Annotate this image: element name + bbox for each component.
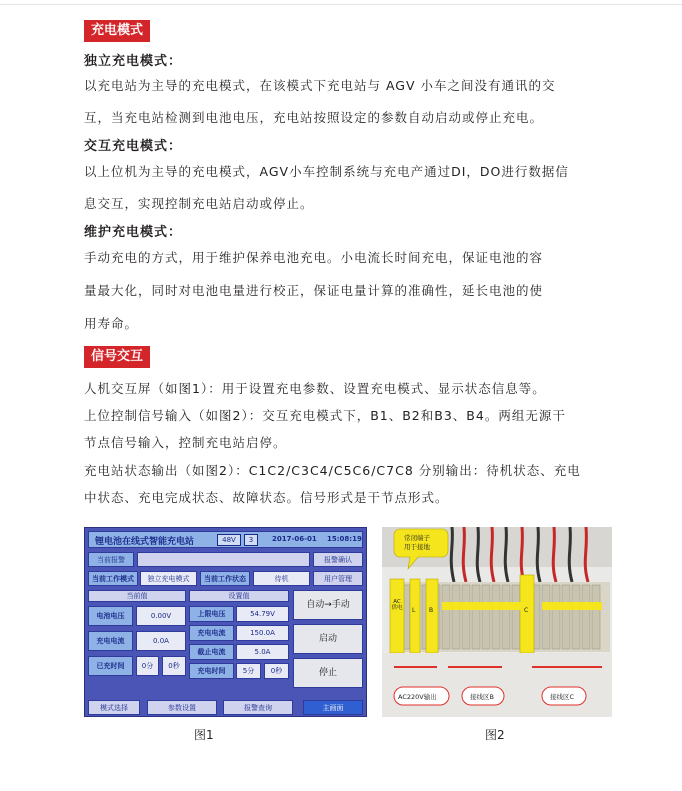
hmi-time: 15:08:19 (327, 535, 362, 543)
hmi-tab-main-screen[interactable]: 主画面 (303, 700, 363, 715)
label-terminal-zone-c: 接线区C (550, 693, 575, 701)
paragraph-line: 中状态、充电完成状态、故障状态。信号形式是干节点形式。 (84, 490, 449, 505)
hmi-charge-minutes[interactable]: 5分 (236, 663, 261, 679)
hmi-charged-seconds: 0秒 (162, 656, 186, 676)
hmi-current-header: 当前值 (88, 590, 186, 602)
hmi-stop-button[interactable]: 停止 (293, 658, 363, 688)
hmi-current-alarm: 当前报警 (88, 552, 134, 567)
hmi-charge-current-value: 0.0A (136, 631, 186, 651)
tag-ac-supply: AC 供电 (391, 599, 403, 611)
hmi-title: 锂电池在线式智能充电站 (95, 537, 195, 547)
hmi-tab-mode-select[interactable]: 模式选择 (88, 700, 140, 715)
hmi-alarm-display (137, 552, 310, 567)
hmi-battery-voltage-value: 0.00V (136, 606, 186, 626)
hmi-work-state-value: 待机 (253, 571, 310, 586)
hmi-work-mode-value[interactable]: 独立充电模式 (140, 571, 197, 586)
hmi-work-state-label: 当前工作状态 (200, 571, 250, 586)
section-tag-charge-mode: 充电模式 (84, 20, 150, 42)
paragraph-line: 量最大化，同时对电池电量进行校正，保证电量计算的准确性，延长电池的使 (84, 283, 544, 298)
hmi-date: 2017-06-01 (272, 535, 317, 543)
hmi-cutoff-current-value[interactable]: 5.0A (236, 644, 289, 660)
tag-b: B (429, 607, 434, 614)
hmi-charged-minutes: 0分 (136, 656, 159, 676)
label-terminal-zone-b: 接线区B (470, 693, 494, 701)
hmi-tab-parameter-settings[interactable]: 参数设置 (147, 700, 217, 715)
hmi-charge-current-set-value[interactable]: 150.0A (236, 625, 289, 641)
hmi-work-mode-label: 当前工作模式 (88, 571, 138, 586)
label-ac220v-output: AC220V输出 (398, 693, 437, 701)
hmi-alarm-confirm-button[interactable]: 报警确认 (313, 552, 363, 567)
figure1-caption: 图1 (194, 728, 214, 742)
subtitle-independent: 独立充电模式： (84, 54, 183, 69)
hmi-tab-alarm-query[interactable]: 报警查询 (223, 700, 293, 715)
tag-l: L (412, 607, 416, 614)
hmi-charged-time-label: 已充时间 (88, 656, 133, 676)
hmi-title-bar (88, 531, 363, 548)
subtitle-maintenance: 维护充电模式： (84, 225, 183, 240)
hmi-start-button[interactable]: 启动 (293, 624, 363, 654)
figure2-terminal-photo (382, 527, 612, 717)
paragraph-line: 上位控制信号输入（如图2）：交互充电模式下，B1、B2和B3、B4。两组无源干 (84, 408, 566, 423)
hmi-setting-header: 设置值 (189, 590, 289, 602)
paragraph-line: 以充电站为主导的充电模式，在该模式下充电站与 AGV 小车之间没有通讯的交 (84, 78, 556, 93)
hmi-charge-time-label: 充电时间 (189, 663, 234, 679)
callout-top-line1: 常闭端子 (404, 534, 430, 542)
hmi-upper-voltage-label: 上限电压 (189, 606, 234, 622)
paragraph-line: 充电站状态输出（如图2）：C1C2/C3C4/C5C6/C7C8 分别输出：待机状态、充电 (84, 463, 581, 478)
hmi-battery-voltage-label: 电池电压 (88, 606, 133, 626)
subtitle-interactive: 交互充电模式： (84, 139, 183, 154)
paragraph-line: 手动充电的方式，用于维护保养电池充电。小电流长时间充电，保证电池的容 (84, 250, 544, 265)
figure2-caption: 图2 (485, 728, 505, 742)
callout-top-line2: 用于接地 (404, 543, 430, 551)
top-divider (0, 4, 682, 5)
tag-c: C (524, 607, 529, 614)
hmi-user-management-button[interactable]: 用户管理 (313, 571, 363, 586)
paragraph-line: 节点信号输入，控制充电站启停。 (84, 435, 287, 450)
hmi-auto-manual-button[interactable]: 自动→手动 (293, 590, 363, 620)
terminal-block-illustration (382, 527, 612, 717)
paragraph-line: 以上位机为主导的充电模式，AGV小车控制系统与充电产通过DI，DO进行数据信 (84, 164, 569, 179)
section-tag-signal: 信号交互 (84, 346, 150, 368)
paragraph-line: 人机交互屏（如图1）：用于设置充电参数、设置充电模式、显示状态信息等。 (84, 381, 546, 396)
paragraph-line: 用寿命。 (84, 316, 139, 331)
hmi-upper-voltage-value[interactable]: 54.79V (236, 606, 289, 622)
hmi-charge-seconds[interactable]: 0秒 (264, 663, 289, 679)
hmi-cutoff-current-label: 截止电流 (189, 644, 234, 660)
figure1-hmi-screen (84, 527, 367, 717)
hmi-voltage-select[interactable]: 48V (217, 534, 241, 546)
paragraph-line: 互，当充电站检测到电池电压，充电站按照设定的参数自动启动或停止充电。 (84, 110, 544, 125)
paragraph-line: 息交互，实现控制充电站启动或停止。 (84, 196, 314, 211)
hmi-charge-current-label: 充电电流 (88, 631, 133, 651)
hmi-channel: 3 (244, 534, 258, 546)
hmi-charge-current-set-label: 充电电流 (189, 625, 234, 641)
